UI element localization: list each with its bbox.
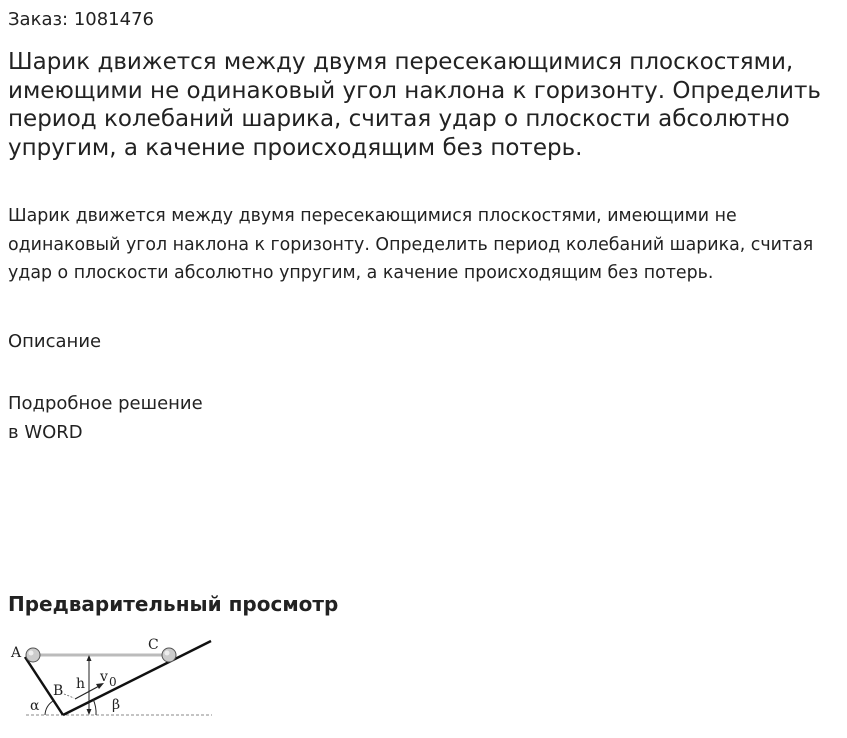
figure-alpha-arc <box>45 701 53 715</box>
order-number: Заказ: 1081476 <box>8 9 154 30</box>
figure-label-alpha: α <box>30 698 40 714</box>
figure-label-beta: β <box>112 697 121 713</box>
figure-label-a: A <box>11 645 22 661</box>
preview-heading: Предварительный просмотр <box>8 592 339 616</box>
figure-label-b: B <box>53 683 64 699</box>
figure-label-v: v <box>100 669 108 685</box>
problem-title: Шарик движется между двумя пересекающимися плоскостями, имеющими не одинаковый угол наклона к горизонту. Определить период колебаний шарика, считая удар о плоскости абсолютно упругим, а качение происходящим без потерь. <box>8 49 821 161</box>
preview-figure <box>8 632 218 722</box>
figure-right-plane <box>63 641 211 715</box>
solution-line-1: Подробное решение <box>8 393 203 414</box>
figure-label-v-sub: 0 <box>109 675 117 689</box>
figure-beta-arc <box>93 699 96 715</box>
figure-label-h: h <box>76 676 86 692</box>
figure-ball-a <box>26 648 40 662</box>
description-label: Описание <box>8 331 102 352</box>
figure-ball-c <box>162 648 176 662</box>
problem-text: Шарик движется между двумя пересекающимися плоскостями, имеющими не одинаковый угол наклона к горизонту. Определить период колебаний шарика, считая удар о плоскости абсолютно упругим, а качение происходящим без потерь. <box>8 206 814 283</box>
solution-line-2: в WORD <box>8 422 83 443</box>
figure-label-c: C <box>148 637 159 653</box>
